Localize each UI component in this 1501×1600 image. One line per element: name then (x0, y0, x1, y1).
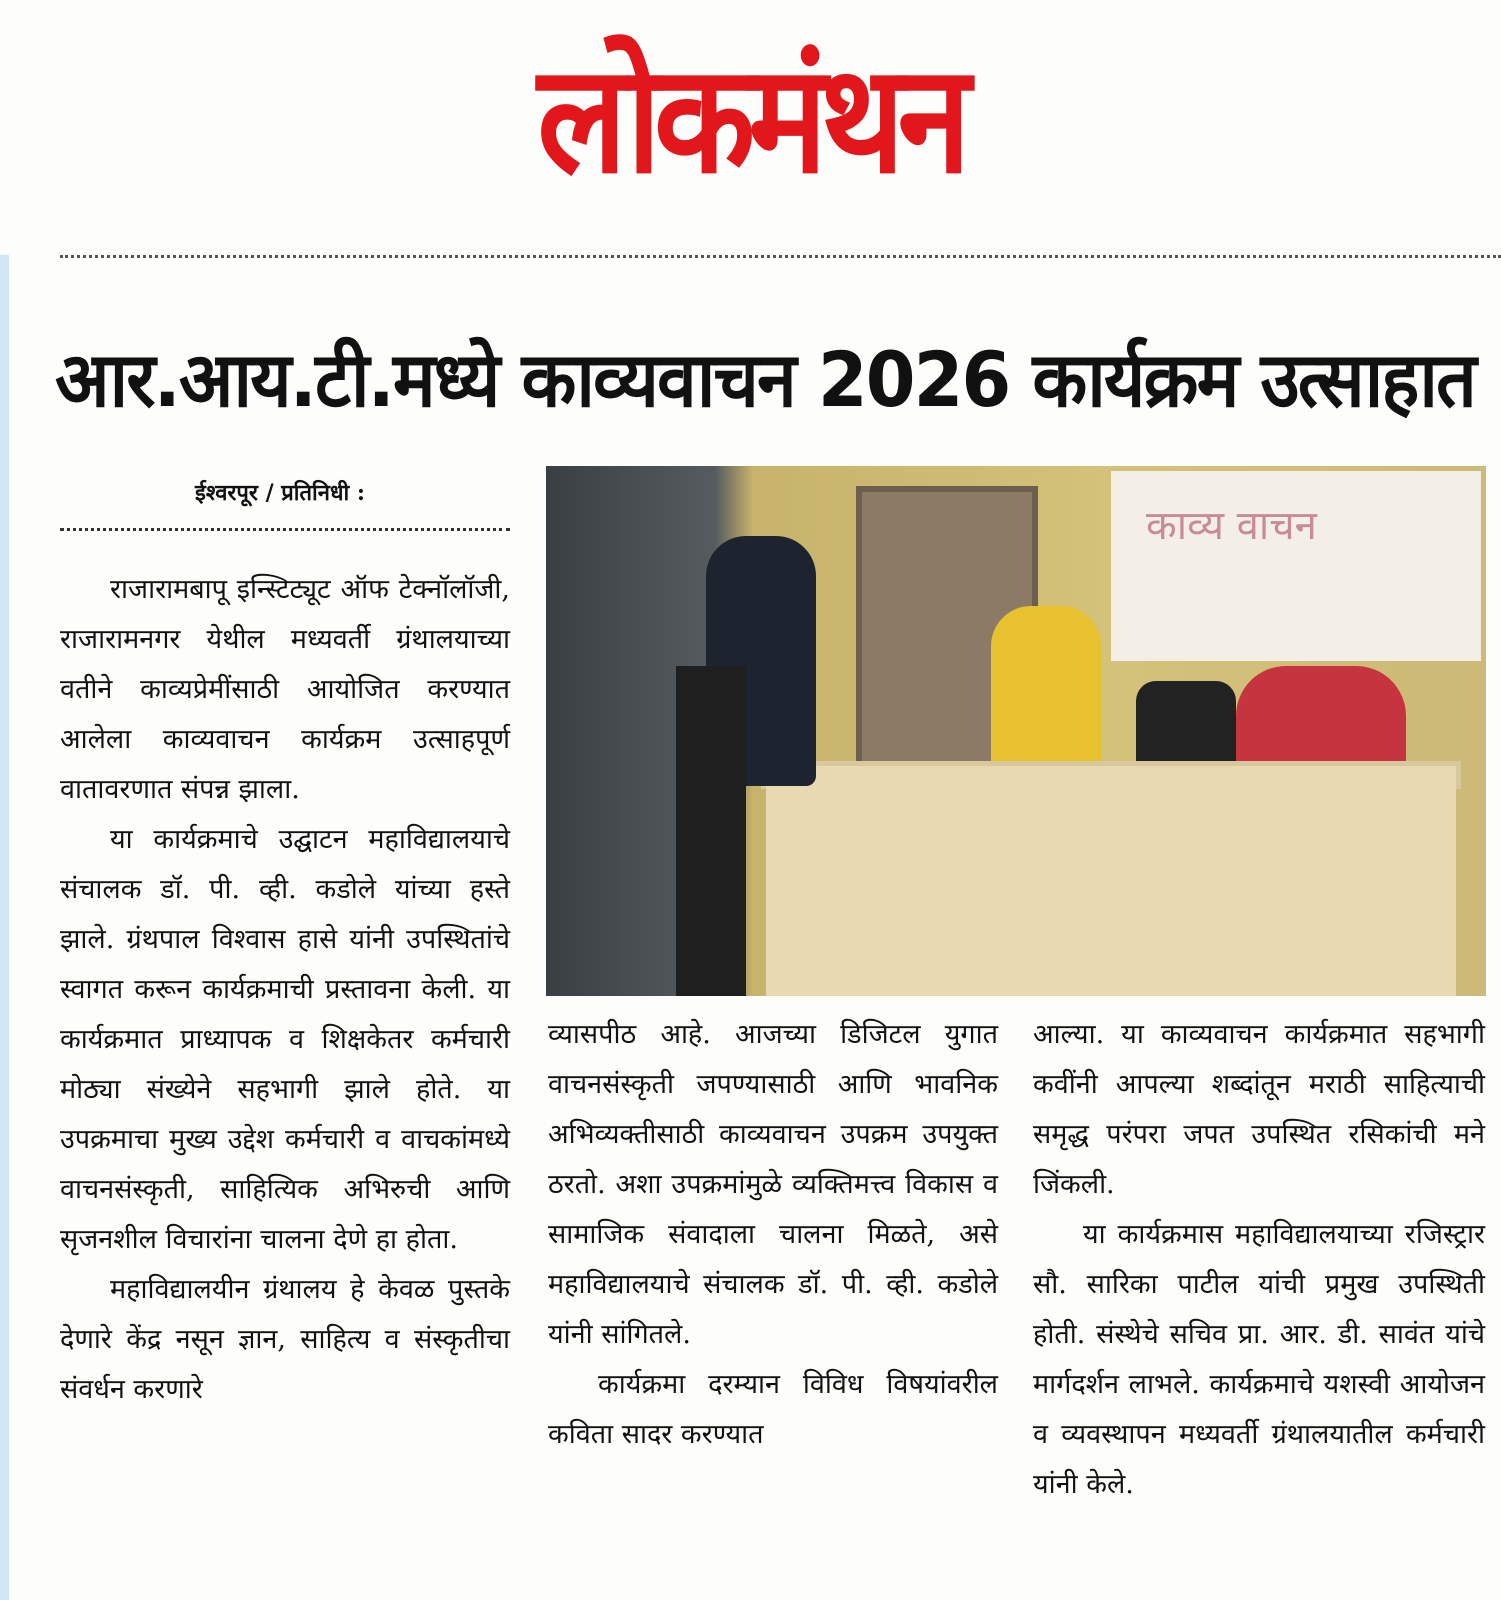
photo-table (766, 766, 1456, 996)
projection-screen-title: काव्य वाचन (1146, 503, 1317, 549)
article-paragraph: राजारामबापू इन्स्टिट्यूट ऑफ टेक्नॉलॉजी, राजारामनगर येथील मध्यवर्ती ग्रंथालयाच्या वतीने काव्यप्रेमींसाठी आयोजित करण्यात आलेला काव्यवाचन कार्यक्रम उत्साहपूर्ण वातावरणात संपन्न झाला. (60, 574, 510, 805)
event-photo (546, 466, 1486, 996)
article-column-1 (60, 565, 510, 1415)
article-column-2 (548, 1010, 998, 1460)
article-paragraph: कार्यक्रमा दरम्यान विविध विषयांवरील कविता सादर करण्यात (548, 1369, 998, 1450)
left-edge-strip (0, 255, 9, 1600)
masthead-divider (60, 255, 1501, 258)
newspaper-masthead: लोकमंथन (537, 33, 964, 207)
photo-seated-guest (991, 606, 1101, 776)
article-paragraph: या कार्यक्रमाचे उद्घाटन महाविद्यालयाचे संचालक डॉ. पी. व्ही. कडोले यांच्या हस्ते झाले. ग्रंथपाल विश्वास हासे यांनी उपस्थितांचे स्वागत करून कार्यक्रमाची प्रस्तावना केली. या कार्यक्रमात प्राध्यापक व शिक्षकेतर कर्मचारी मोठ्या संख्येने सहभागी झाले होते. या उपक्रमाचा मुख्य उद्देश कर्मचारी व वाचकांमध्ये वाचनसंस्कृती, साहित्यिक अभिरुची आणि सृजनशील विचारांना चालना देणे हा होता. (60, 824, 510, 1255)
article-paragraph: व्यासपीठ आहे. आजच्या डिजिटल युगात वाचनसंस्कृती जपण्यासाठी आणि भावनिक अभिव्यक्तीसाठी काव्यवाचन उपक्रम उपयुक्त ठरतो. अशा उपक्रमांमुळे व्यक्तिमत्त्व विकास व सामाजिक संवादाला चालना मिळते, असे महाविद्यालयाचे संचालक डॉ. पी. व्ही. कडोले यांनी सांगितले. (548, 1019, 998, 1350)
photo-podium (676, 666, 746, 996)
dateline-divider (60, 528, 510, 531)
article-column-3 (1033, 1010, 1485, 1510)
article-headline: आर.आय.टी.मध्ये काव्यवाचन 2026 कार्यक्रम उत्साहात (55, 335, 1475, 424)
article-paragraph: महाविद्यालयीन ग्रंथालय हे केवळ पुस्तके देणारे केंद्र नसून ज्ञान, साहित्य व संस्कृतीचा संवर्धन करणारे (60, 1274, 510, 1405)
article-paragraph: या कार्यक्रमास महाविद्यालयाच्या रजिस्ट्रार सौ. सारिका पाटील यांची प्रमुख उपस्थिती होती. संस्थेचे सचिव प्रा. आर. डी. सावंत यांचे मार्गदर्शन लाभले. कार्यक्रमाचे यशस्वी आयोजन व व्यवस्थापन मध्यवर्ती ग्रंथालयातील कर्मचारी यांनी केले. (1033, 1219, 1485, 1500)
article-dateline: ईश्वरपूर / प्रतिनिधी : (195, 480, 365, 506)
article-paragraph: आल्या. या काव्यवाचन कार्यक्रमात सहभागी कवींनी आपल्या शब्दांतून मराठी साहित्याची समृद्ध परंपरा जपत उपस्थित रसिकांची मने जिंकली. (1033, 1019, 1485, 1200)
